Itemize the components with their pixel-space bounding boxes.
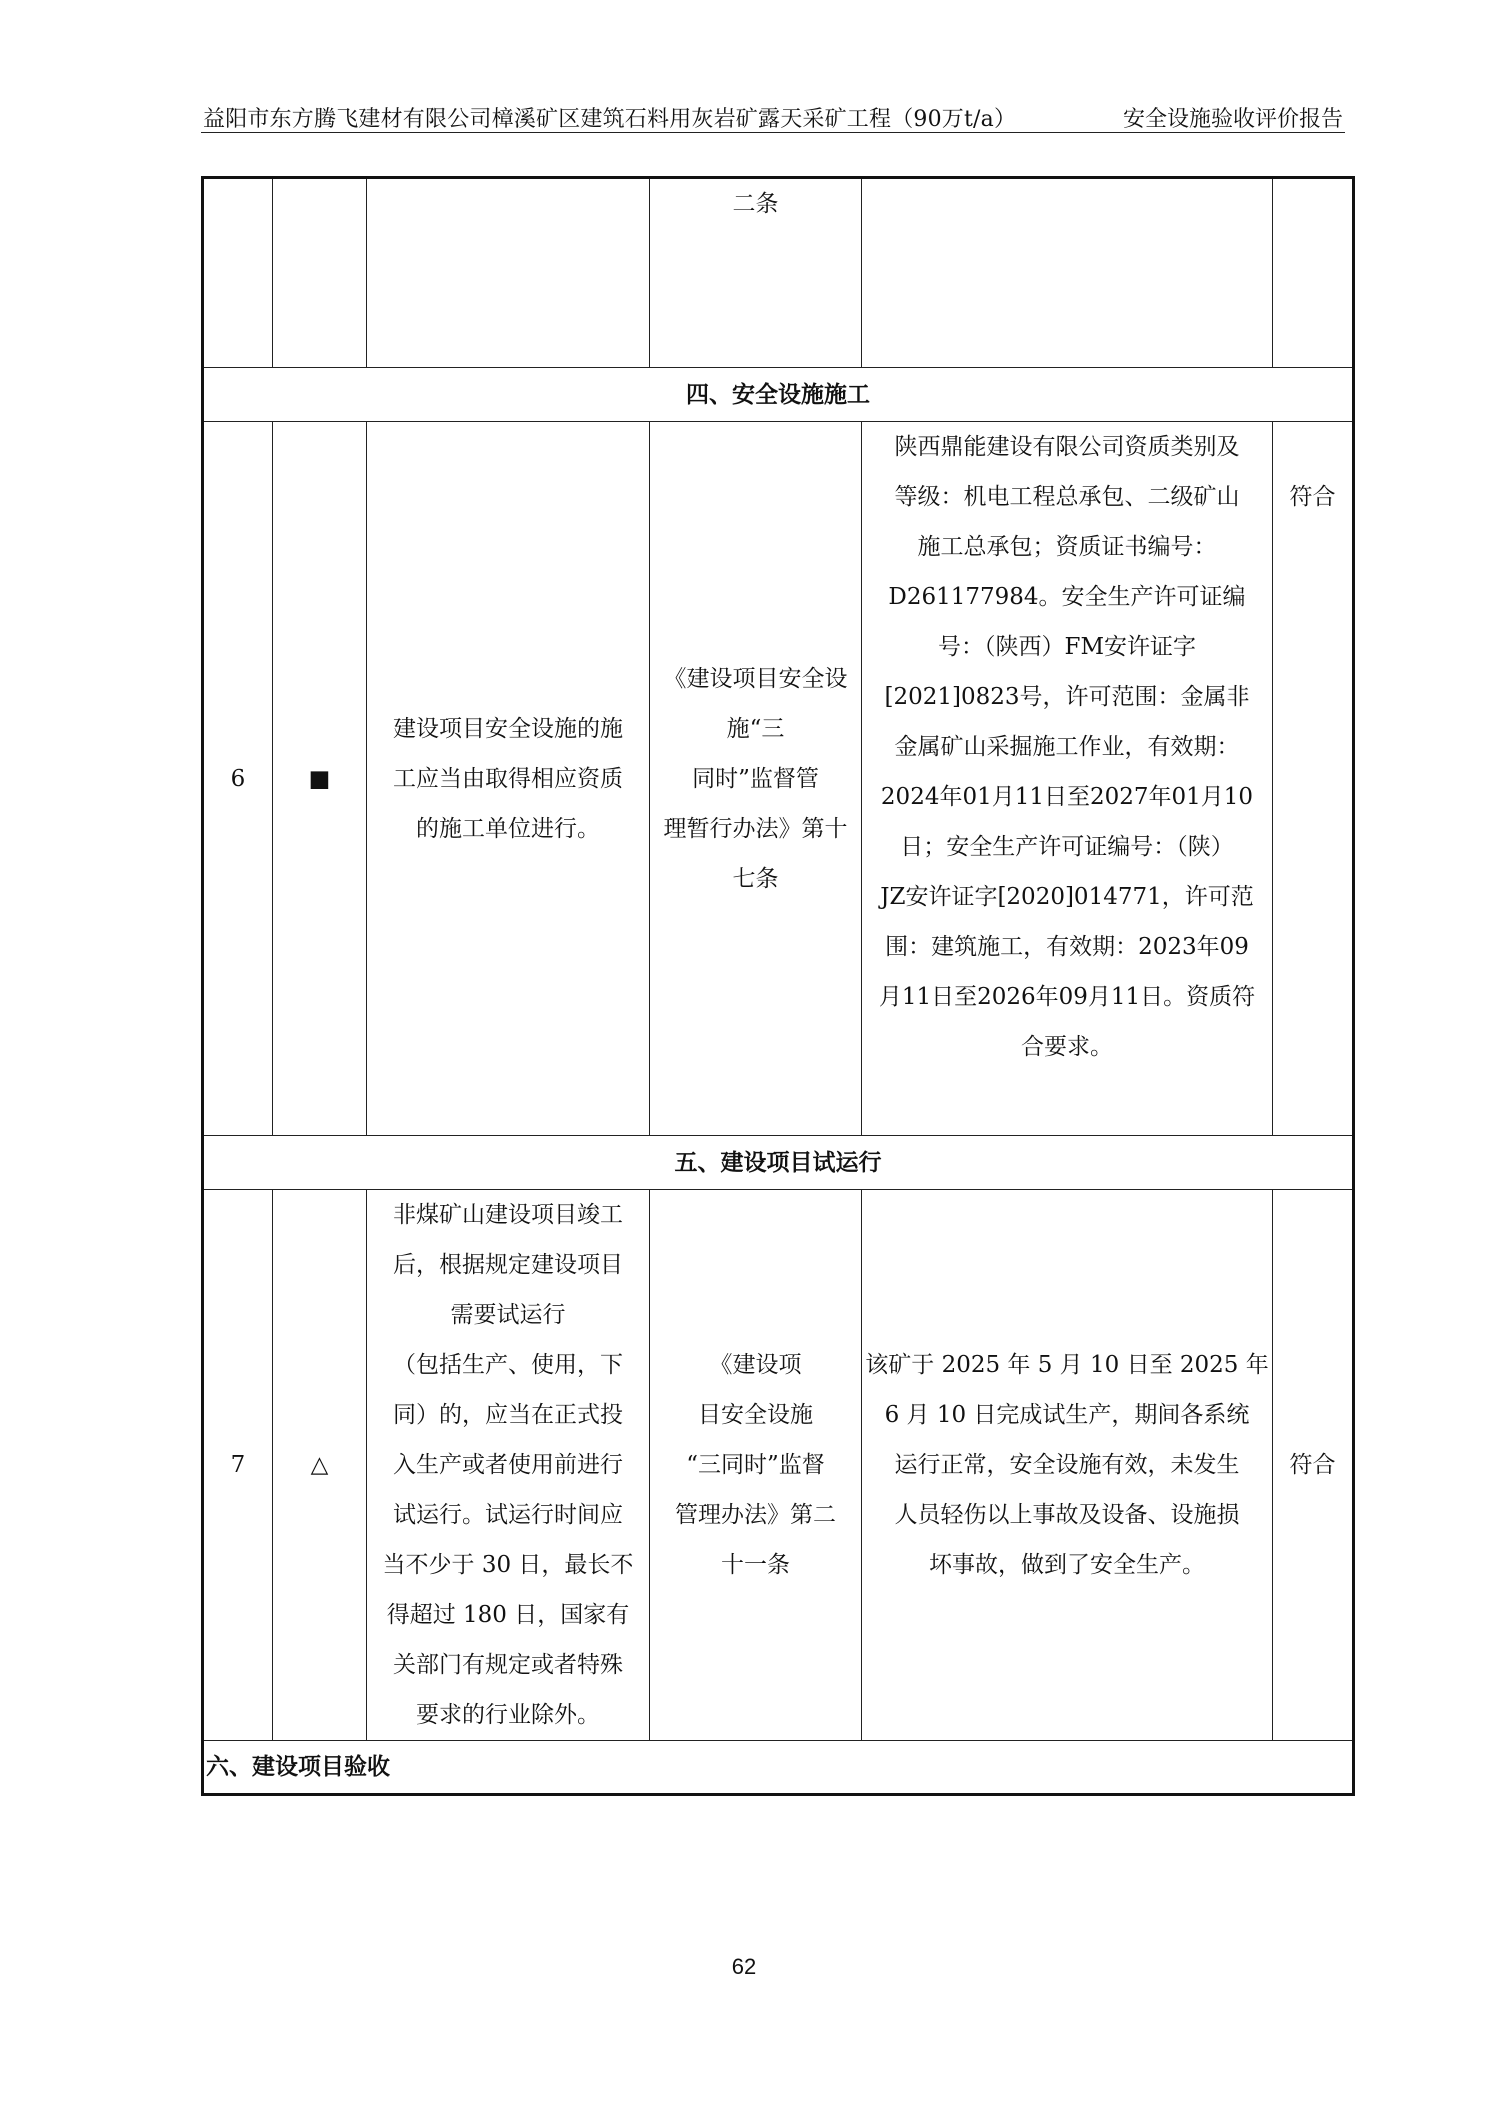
table-row-continued [203, 178, 1354, 368]
section-heading-6: 六、建设项目验收 [203, 1741, 1354, 1795]
row-number: 6 [203, 422, 273, 1136]
result-cell: 符合 [1273, 422, 1354, 1136]
requirement-cell: 建设项目安全设施的施 工应当由取得相应资质 的施工单位进行。 [367, 422, 650, 1136]
row-number: 7 [203, 1190, 273, 1741]
finding-cell: 该矿于 2025 年 5 月 10 日至 2025 年 6 月 10 日完成试生产，期间各系统 运行正常，安全设施有效，未发生 人员轻伤以上事故及设备、设施损 坏事故，做到了安全生产。 [862, 1190, 1273, 1741]
header-report-title: 安全设施验收评价报告 [1122, 107, 1343, 132]
basis-cell: 二条 [650, 178, 862, 368]
page-number: 62 [731, 1954, 757, 1979]
mark-filled-square: ■ [273, 422, 367, 1136]
basis-cell: 《建设项目安全设 施“三 同时”监督管 理暂行办法》第十 七条 [650, 422, 862, 1136]
evaluation-table [201, 176, 1355, 1796]
result-cell: 符合 [1273, 1190, 1354, 1741]
header-divider [201, 132, 1345, 133]
section-heading-4: 四、安全设施施工 [203, 368, 1354, 422]
mark-triangle: △ [273, 1190, 367, 1741]
header-project-title: 益阳市东方腾飞建材有限公司樟溪矿区建筑石料用灰岩矿露天采矿工程（90万t/a） [203, 107, 1017, 132]
basis-cell: 《建设项 目安全设施 “三同时”监督 管理办法》第二 十一条 [650, 1190, 862, 1741]
table-row-6 [203, 422, 1354, 1136]
section-heading-5: 五、建设项目试运行 [203, 1136, 1354, 1190]
finding-cell: 陕西鼎能建设有限公司资质类别及 等级：机电工程总承包、二级矿山 施工总承包；资质证书编号： D261177984。安全生产许可证编 号：（陕西）FM安许证字 [2021]0823号，许可范围：金属非 金属矿山采掘施工作业，有效期： 2024年01月11日至2027年01月10 日；安全生产许可证编号：（陕） JZ安许证字[2020]014771，许可范 围：建筑施工，有效期：2023年09 月11日至2026年09月11日。资质符 合要求。 [862, 422, 1273, 1136]
requirement-cell: 非煤矿山建设项目竣工 后，根据规定建设项目 需要试运行 （包括生产、使用，下 同）的，应当在正式投 入生产或者使用前进行 试运行。试运行时间应 当不少于 30 日，最长不 得超过 180 日，国家有 关部门有规定或者特殊 要求的行业除外。 [367, 1190, 650, 1741]
table-row-7 [203, 1190, 1354, 1741]
